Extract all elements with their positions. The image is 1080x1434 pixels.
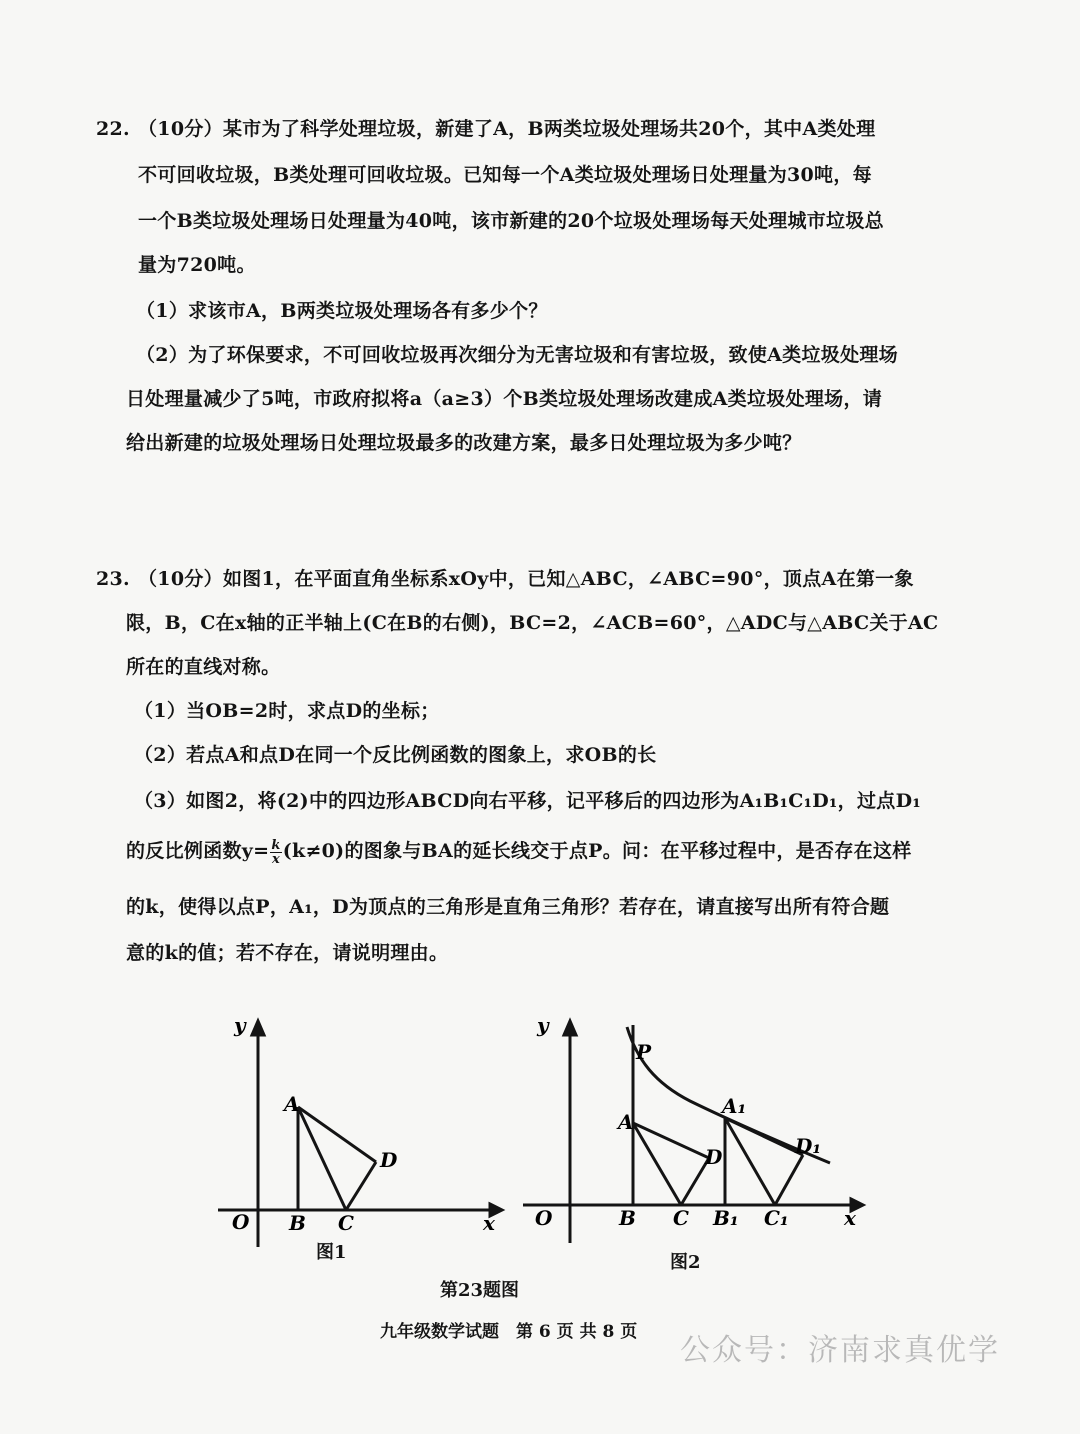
problem-22-part-2-line-1: （2）为了环保要求，不可回收垃圾再次细分为无害垃圾和有害垃圾，致使A类垃圾处理场 [136,344,898,366]
figure-title: 第23题图 [440,1280,520,1301]
problem-22-part-1: （1）求该市A，B两类垃圾处理场各有多少个？ [136,300,548,322]
fig1-segment-DC [346,1162,376,1210]
fraction-k-over-x: $\frac{k}{x}$ [271,837,281,867]
fig2-label-O: O [535,1206,553,1230]
fig2-label-D: D [705,1145,723,1169]
problem-23-part-3-line-4: 意的k的值；若不存在，请说明理由。 [126,942,449,964]
problem-23-part-3-line-2: 的反比例函数y= $\frac{k}{x}$ (k≠0)的图象与BA的延长线交于点P。问：在平移过程中，是否存在这样 [126,837,912,867]
figure-2 [515,1005,875,1265]
fig1-label-A: A [284,1092,300,1116]
watermark: 公众号：济南求真优学 [680,1333,1000,1368]
fig2-label-B: B [619,1206,636,1230]
fig2-label-P: P [636,1040,652,1064]
problem-23-number: 23. [96,568,130,590]
problem-22-part-2-line-3: 给出新建的垃圾处理场日处理垃圾最多的改建方案，最多日处理垃圾为多少吨？ [126,432,802,454]
problem-23-part-3-line-1: （3）如图2，将(2)中的四边形ABCD向右平移，记平移后的四边形为A₁B₁C₁D₁，过点D₁ [134,790,921,812]
fig1-y-arrow [252,1021,264,1035]
fig2-label-A1: A₁ [722,1094,747,1118]
problem-22-number: 22. [96,118,130,140]
page-footer: 九年级数学试题 第 6 页 共 8 页 [380,1322,638,1342]
fig1-label-B: B [289,1211,306,1235]
problem-23-line-3: 所在的直线对称。 [126,656,281,678]
fig2-label-y: y [537,1013,549,1037]
problem-23-line-1: 23. （10分）如图1，在平面直角坐标系xOy中，已知△ABC，∠ABC=90°，顶点A在第一象 [96,568,914,590]
problem-22-part-2-line-2: 日处理量减少了5吨，市政府拟将a（a≥3）个B类垃圾处理场改建成A类垃圾处理场，请 [126,388,883,410]
fig1-label-O: O [232,1210,250,1234]
fig2-label-x: x [844,1206,856,1230]
fig2-label-D1: D₁ [795,1134,822,1158]
fig2-y-arrow [564,1021,576,1035]
fig1-label-D: D [380,1148,398,1172]
fig2-label-A: A [618,1110,634,1134]
fig2-label-C1: C₁ [764,1206,789,1230]
fig2-label-C: C [673,1206,689,1230]
problem-22-line-1: 22. （10分）某市为了科学处理垃圾，新建了A，B两类垃圾处理场共20个，其中A类处理 [96,118,876,140]
problem-23-part-2: （2）若点A和点D在同一个反比例函数的图象上，求OB的长 [134,744,657,766]
fig1-label-x: x [483,1211,495,1235]
fig2-label-B1: B₁ [713,1206,739,1230]
problem-23-part-1: （1）当OB=2时，求点D的坐标； [134,700,440,722]
problem-22-line-4: 量为720吨。 [138,254,256,276]
fig1-label-y: y [234,1013,246,1037]
problem-23-part-3-line-3: 的k，使得以点P，A₁，D为顶点的三角形是直角三角形？若存在，请直接写出所有符合题 [126,896,890,918]
fig2-caption: 图2 [670,1252,701,1273]
figure-1 [200,1005,510,1265]
fig1-label-C: C [338,1211,354,1235]
fig2-segment-D1C1 [775,1155,803,1205]
fig1-caption: 图1 [316,1242,347,1263]
problem-22-line-2: 不可回收垃圾，B类处理可回收垃圾。已知每一个A类垃圾处理场日处理量为30吨，每 [138,164,872,186]
problem-22-line-3: 一个B类垃圾处理场日处理量为40吨，该市新建的20个垃圾处理场每天处理城市垃圾总 [138,210,884,232]
problem-23-line-2: 限，B，C在x轴的正半轴上(C在B的右侧)，BC=2，∠ACB=60°，△ADC与△ABC关于AC [126,612,939,634]
